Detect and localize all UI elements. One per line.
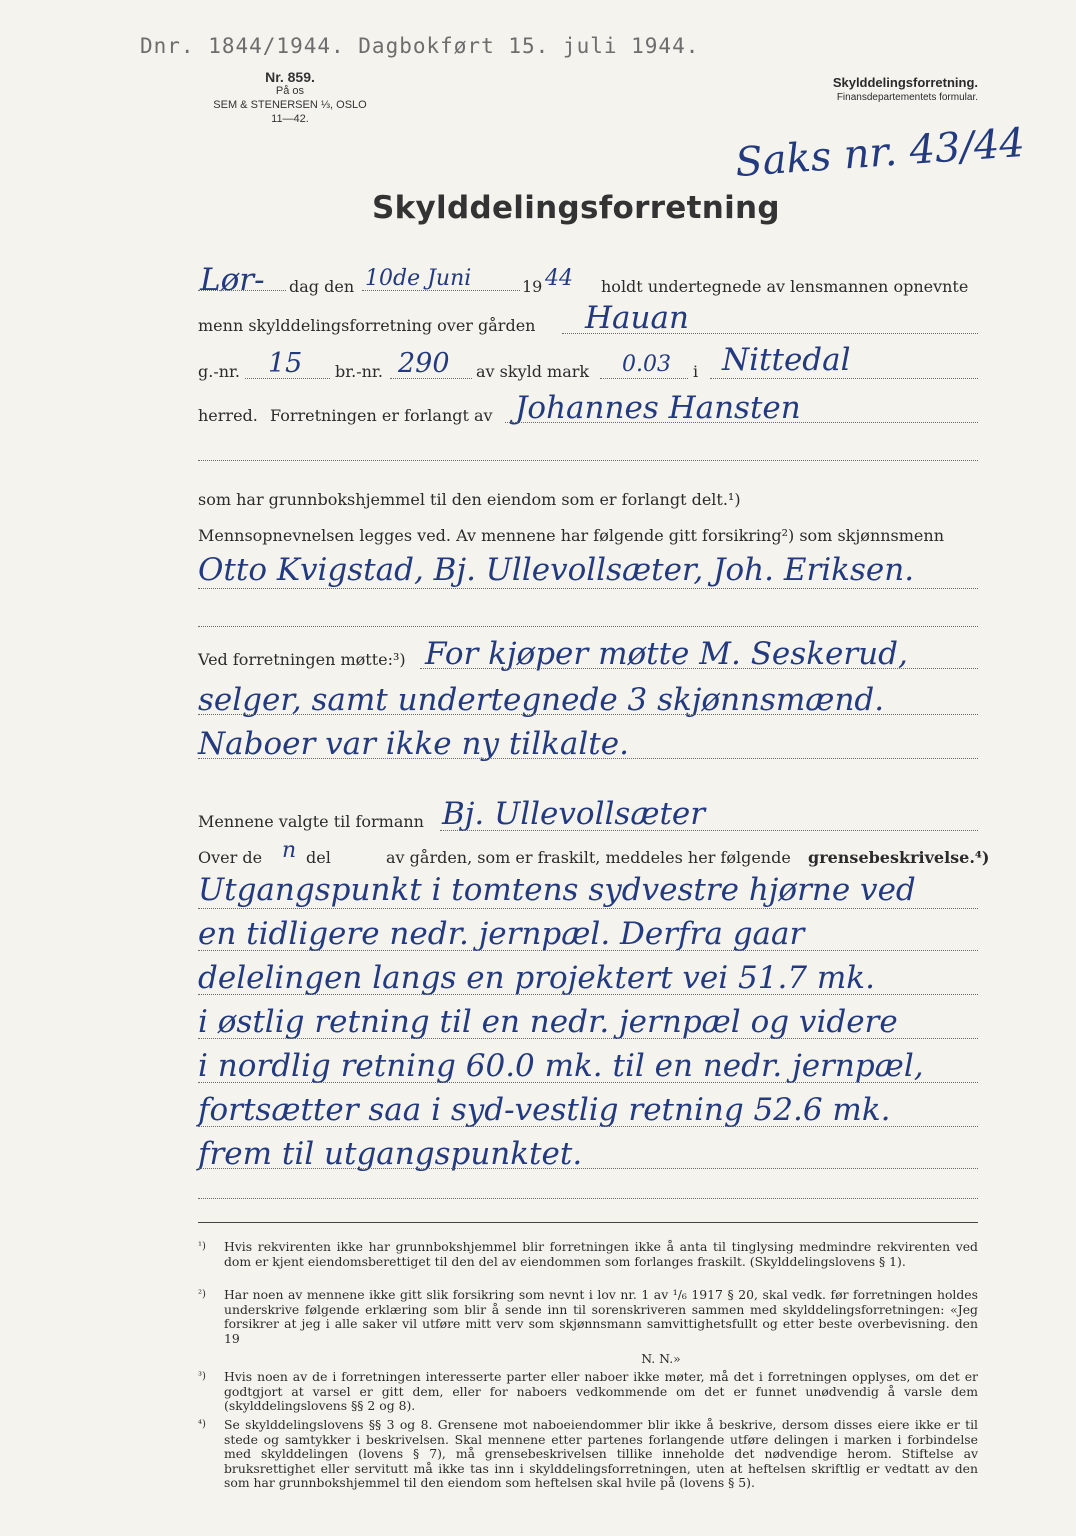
footnote-1 [198,1240,978,1269]
grense-line-5: i nordlig retning 60.0 mk. til en nedr. jernpæl, [198,1048,924,1084]
printer-line-2: På os [275,85,305,97]
saks-number: Saks nr. 43/44 [733,119,1027,187]
i-label: i [693,362,699,381]
footnote-1-text: Hvis rekvirenten ikke har grunnbokshjemmel blir forretningen ikke å anta til tinglysing medmindre rekvirenten ved dom er kjent eiendomsberettiget til den del av eiendommen som forlanges fraskilt. (Skylddelingslovens § 1). [224,1239,978,1269]
footnote-nn-text: N. N.» [641,1351,681,1366]
farm-hand: Hauan [585,300,689,336]
day-hand: Lør- [200,262,265,298]
gnr-hand: 15 [268,348,303,379]
over-hand: n [282,838,297,863]
requester-hand: Johannes Hansten [515,390,801,426]
brnr-hand: 290 [398,348,450,379]
printer-imprint [205,70,375,126]
year-prefix: 19 [522,277,543,296]
footnote-3-text: Hvis noen av de i forretningen interesserte parter eller naboer ikke møter, må det i forretningen opplyses, om det er godtgjort at varsel er gitt dem, eller for naboers vedkommende om det er funnet unødvendig å varsle dem (skylddelingslovens §§ 2 og 8). [224,1369,978,1414]
printer-line-4: 11—42. [271,113,309,125]
over-label-b: del [306,848,331,867]
form-tag-sub: Finansdepartementets formular. [836,92,978,103]
footnote-2 [198,1288,978,1346]
dag-den-label: dag den [289,277,355,296]
footnote-4-mark: ⁴) [198,1419,206,1430]
footnote-2-text: Har noen av mennene ikke gitt slik forsikring som nevnt i lov nr. 1 av ¹/₆ 1917 § 20, skal vedk. før forretningen holdes underskrive følgende erklæring som blir å sende inn til sorenskriveren sammen med skylddelingsforretningen: «Jeg forsikrer at jeg i alle saker vil utføre mitt verv som skjønnsmann samvittighetsfullt og etter beste overbevisning. den 19 [224,1287,978,1346]
form-tag [760,75,978,105]
motte-hand-1: For kjøper møtte M. Seskerud, [425,636,908,672]
grense-line-3: delelingen langs en projektert vei 51.7 mk. [198,960,875,996]
grense-line-7: frem til utgangspunktet. [198,1136,583,1172]
footnote-4-text: Se skylddelingslovens §§ 3 og 8. Grensene mot naboeiendommer blir ikke å beskrive, dersom disses eiere ikke er til stede og samtykker i beskrivelsen. Skal mennene etter partenes forlangende utføre delingen i marken i forbindelse med skylddelingen (lovens § 7), må grensebeskrivelsen tillike inneholde det nødvendige herom. Stiftelse av bruksrettighet eller servitutt må ikke tas inn i skylddelingsforretningen, uten at heftelsen skriftlig er vedtatt av den som har grunnbokshjemmel til den eiendom som heftelsen skal hvile på (lovens § 5). [224,1417,978,1491]
footnote-1-mark: ¹) [198,1241,206,1252]
printer-line-3: SEM & STENERSEN ⅓, OSLO [213,99,367,111]
formann-label: Mennene valgte til formann [198,812,424,831]
motte-hand-3: Naboer var ikke ny tilkalte. [198,726,629,762]
gard-label: menn skylddelingsforretning over gården [198,316,536,335]
over-label-a: Over de [198,848,263,867]
motte-label: Ved forretningen møtte:³) [198,650,406,669]
herred-label: herred. [198,406,258,425]
page-title: Skylddelingsforretning [372,190,780,226]
footnote-4 [198,1418,978,1491]
hjemmel-text: som har grunnbokshjemmel til den eiendom som er forlangt delt.¹) [198,490,741,509]
over-label-c: av gården, som er fraskilt, meddeles her følgende [386,848,791,867]
skyld-hand: 0.03 [622,352,671,377]
grense-line-2: en tidligere nedr. jernpæl. Derfra gaar [198,916,805,952]
footnote-3-mark: ³) [198,1371,206,1382]
grense-line-1: Utgangspunkt i tomtens sydvestre hjørne ved [198,872,916,908]
formann-hand: Bj. Ullevollsæter [442,796,706,832]
line1-rest: holdt undertegnede av lensmannen opnevnte [601,277,969,296]
footnote-2-mark: ²) [198,1289,206,1300]
skyld-label: av skyld mark [476,362,590,381]
skjonnsmenn-hand: Otto Kvigstad, Bj. Ullevollsæter, Joh. Eriksen. [198,552,915,588]
form-number: Nr. 859. [265,69,315,85]
forlangt-label: Forretningen er forlangt av [270,406,493,425]
menn-text: Mennsopnevnelsen legges ved. Av mennene har følgende gitt forsikring²) som skjønnsmenn [198,526,945,545]
year-hand: 44 [545,266,573,291]
form-tag-title: Skylddelingsforretning. [832,75,978,90]
gnr-label: g.-nr. [198,362,241,381]
grense-heading: grensebeskrivelse.⁴) [808,848,990,867]
grense-line-4: i østlig retning til en nedr. jernpæl og videre [198,1004,898,1040]
motte-hand-2: selger, samt undertegnede 3 skjønnsmænd. [198,682,885,718]
grense-line-6: fortsætter saa i syd-vestlig retning 52.6 mk. [198,1092,891,1128]
footnote-nn [198,1352,978,1367]
brnr-label: br.-nr. [335,362,383,381]
footnote-rule [198,1222,978,1223]
footnote-3 [198,1370,978,1414]
dagbok-line: Dnr. 1844/1944. Dagbokført 15. juli 1944. [140,34,700,58]
herred-hand: Nittedal [722,342,851,378]
date-hand: 10de Juni [365,266,472,291]
